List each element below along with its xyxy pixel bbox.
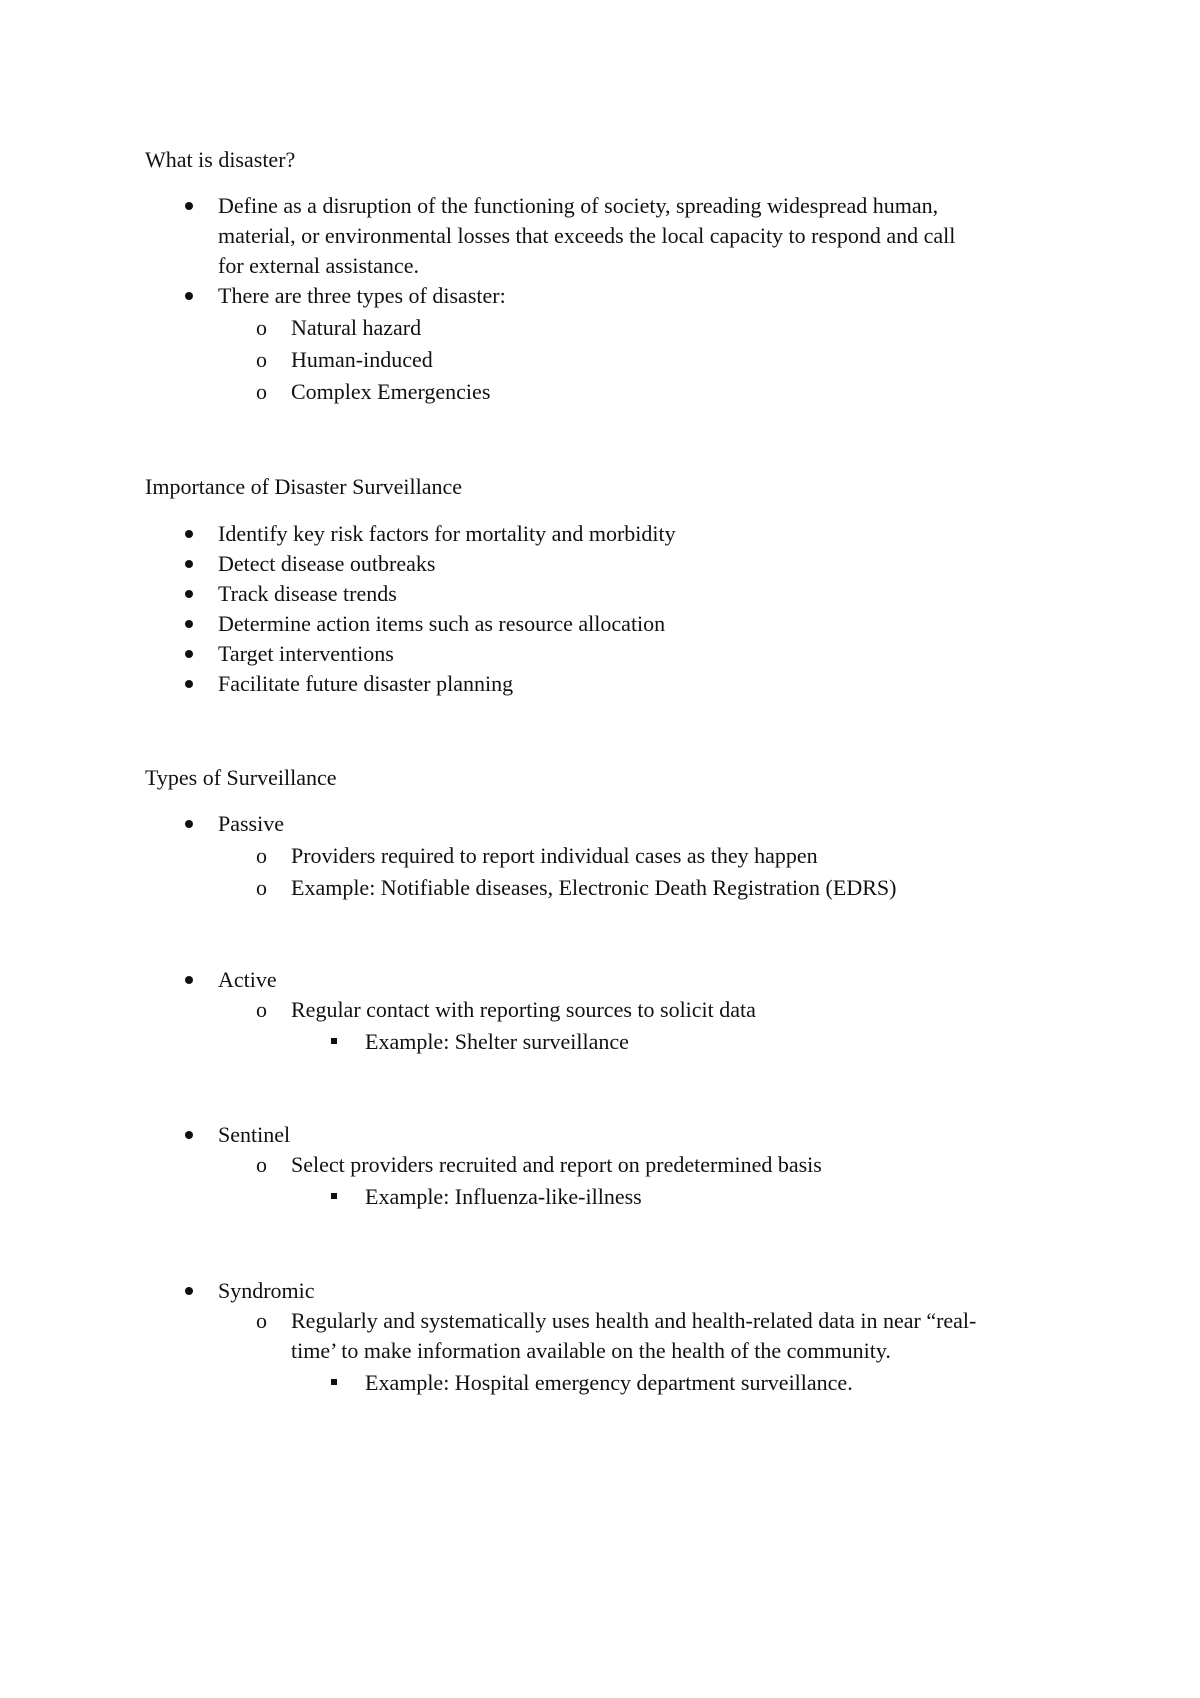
list-item: Target interventions [218, 641, 394, 666]
sub-list-item: Select providers recruited and report on predetermined basis [291, 1152, 822, 1177]
sub-list-item: Regular contact with reporting sources to solicit data [291, 997, 756, 1022]
sub-bullet-icon: o [256, 875, 267, 900]
bullet-icon [185, 620, 193, 628]
sub-list-item: Natural hazard [291, 315, 422, 340]
bullet-icon [185, 530, 193, 538]
bullet-icon [185, 560, 193, 568]
square-bullet-icon [331, 1379, 337, 1385]
sub-list-item: Regularly and systematically uses health and health-related data in near “real- [291, 1308, 977, 1333]
sub-bullet-icon: o [256, 997, 267, 1022]
list-item-sentinel: Sentinel [218, 1122, 291, 1147]
square-bullet-icon [331, 1038, 337, 1044]
sub-bullet-icon: o [256, 379, 267, 404]
list-item: There are three types of disaster: [218, 283, 506, 308]
bullet-icon [185, 1287, 193, 1295]
sub-list-item: Providers required to report individual cases as they happen [291, 843, 818, 868]
list-item: Define as a disruption of the functioning of society, spreading widespread human, [218, 193, 939, 218]
list-item: Determine action items such as resource allocation [218, 611, 666, 636]
sub-list-item: Human-induced [291, 347, 433, 372]
sub-list-item: Complex Emergencies [291, 379, 491, 404]
sub-sub-list-item: Example: Shelter surveillance [365, 1029, 629, 1054]
list-item-continuation: material, or environmental losses that exceeds the local capacity to respond and call [218, 223, 956, 248]
sub-sub-list-item: Example: Influenza-like-illness [365, 1184, 642, 1209]
list-item: Detect disease outbreaks [218, 551, 436, 576]
list-item: Facilitate future disaster planning [218, 671, 514, 696]
sub-bullet-icon: o [256, 1308, 267, 1333]
list-item-continuation: for external assistance. [218, 253, 419, 278]
bullet-icon [185, 650, 193, 658]
sub-list-item-continuation: time’ to make information available on the health of the community. [291, 1338, 891, 1363]
bullet-icon [185, 590, 193, 598]
list-item-syndromic: Syndromic [218, 1278, 315, 1303]
list-item: Track disease trends [218, 581, 397, 606]
bullet-icon [185, 680, 193, 688]
bullet-icon [185, 202, 193, 210]
heading-importance: Importance of Disaster Surveillance [145, 474, 463, 499]
bullet-icon [185, 292, 193, 300]
list-item: Identify key risk factors for mortality and morbidity [218, 521, 676, 546]
sub-bullet-icon: o [256, 315, 267, 340]
sub-sub-list-item: Example: Hospital emergency department surveillance. [365, 1370, 853, 1395]
heading-types-of-surveillance: Types of Surveillance [145, 765, 337, 790]
bullet-icon [185, 1131, 193, 1139]
sub-bullet-icon: o [256, 347, 267, 372]
sub-list-item: Example: Notifiable diseases, Electronic Death Registration (EDRS) [291, 875, 897, 900]
sub-bullet-icon: o [256, 1152, 267, 1177]
list-item-passive: Passive [218, 811, 284, 836]
bullet-icon [185, 820, 193, 828]
list-item-active: Active [218, 967, 277, 992]
sub-bullet-icon: o [256, 843, 267, 868]
heading-what-is-disaster: What is disaster? [145, 147, 296, 172]
bullet-icon [185, 976, 193, 984]
square-bullet-icon [331, 1193, 337, 1199]
